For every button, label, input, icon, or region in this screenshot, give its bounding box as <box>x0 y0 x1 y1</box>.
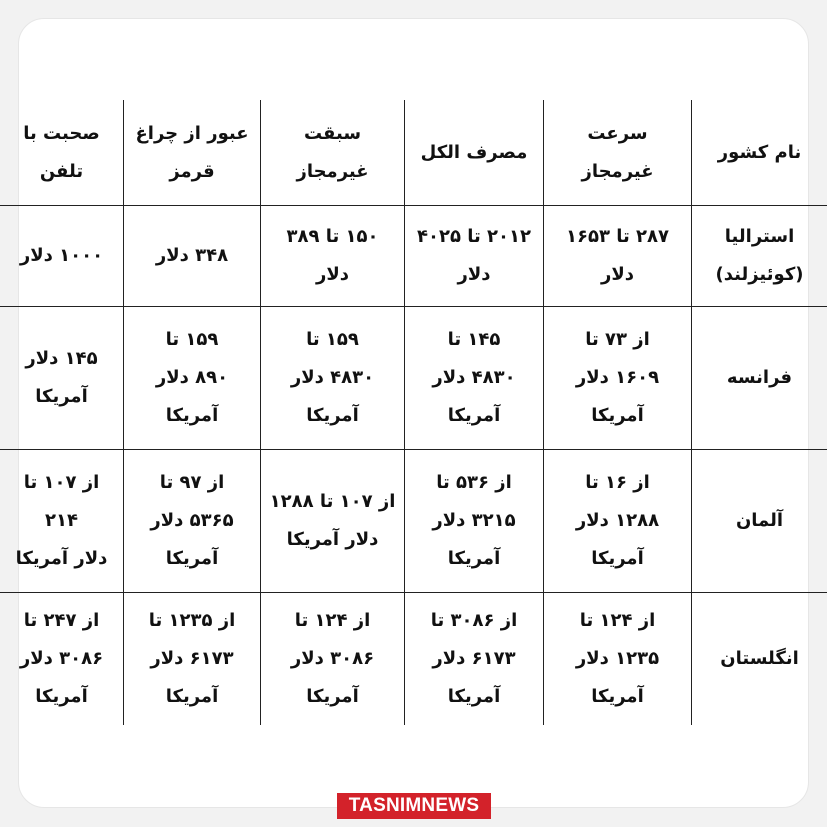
header-phone: صحبت با تلفن <box>0 100 124 205</box>
table-cell: از ۳۰۸۶ تا ۶۱۷۳ دلار آمریکا <box>405 593 544 725</box>
table-cell: ۱۰۰۰ دلار <box>0 206 124 306</box>
table-cell: از ۲۴۷ تا ۳۰۸۶ دلار آمریکا <box>0 593 124 725</box>
table-cell: از ۵۳۶ تا ۳۲۱۵ دلار آمریکا <box>405 450 544 592</box>
country-cell: آلمان <box>735 510 784 531</box>
table-row <box>0 206 827 307</box>
table-cell: ۳۴۸ دلار <box>124 206 261 306</box>
header-red-light: عبور از چراغ قرمز <box>124 100 261 205</box>
header-illegal-overtaking: سبقت غیرمجاز <box>261 100 405 205</box>
table-cell: ۱۵۹ تا ۸۹۰ دلار آمریکا <box>124 307 261 449</box>
table-cell: ۲۸۷ تا ۱۶۵۳ دلار <box>544 206 692 306</box>
country-cell: فرانسه <box>726 367 793 388</box>
table-cell: از ۱۲۳۵ تا ۶۱۷۳ دلار آمریکا <box>124 593 261 725</box>
header-speeding: سرعت غیرمجاز <box>544 100 692 205</box>
table-cell: ۱۴۵ تا ۴۸۳۰ دلار آمریکا <box>405 307 544 449</box>
table-cell: ۲۰۱۲ تا ۴۰۲۵ دلار <box>405 206 544 306</box>
table-cell: ۱۵۹ تا ۴۸۳۰ دلار آمریکا <box>261 307 405 449</box>
country-cell: استرالیا (کوئیزلند) <box>715 226 804 285</box>
table-row <box>0 307 827 450</box>
table-cell: از ۹۷ تا ۵۳۶۵ دلار آمریکا <box>124 450 261 592</box>
table-cell: از ۱۰۷ تا ۱۲۸۸ دلار آمریکا <box>261 450 405 592</box>
table-row <box>0 593 827 725</box>
table-cell: از ۱۶ تا ۱۲۸۸ دلار آمریکا <box>544 450 692 592</box>
table-cell: از ۱۲۴ تا ۳۰۸۶ دلار آمریکا <box>261 593 405 725</box>
table-cell: از ۷۳ تا ۱۶۰۹ دلار آمریکا <box>544 307 692 449</box>
header-country: نام کشور <box>717 141 802 163</box>
table-row <box>0 450 827 593</box>
fines-table <box>0 100 827 725</box>
table-cell: از ۱۲۴ تا ۱۲۳۵ دلار آمریکا <box>544 593 692 725</box>
table-header-row <box>0 100 827 206</box>
table-cell: از ۱۰۷ تا ۲۱۴ دلار آمریکا <box>0 450 124 592</box>
table-cell: ۱۵۰ تا ۳۸۹ دلار <box>261 206 405 306</box>
header-alcohol: مصرف الکل <box>405 100 544 205</box>
table-cell: ۱۴۵ دلار آمریکا <box>0 307 124 449</box>
country-cell: انگلستان <box>720 648 799 669</box>
tasnimnews-logo: TASNIMNEWS <box>337 793 491 819</box>
